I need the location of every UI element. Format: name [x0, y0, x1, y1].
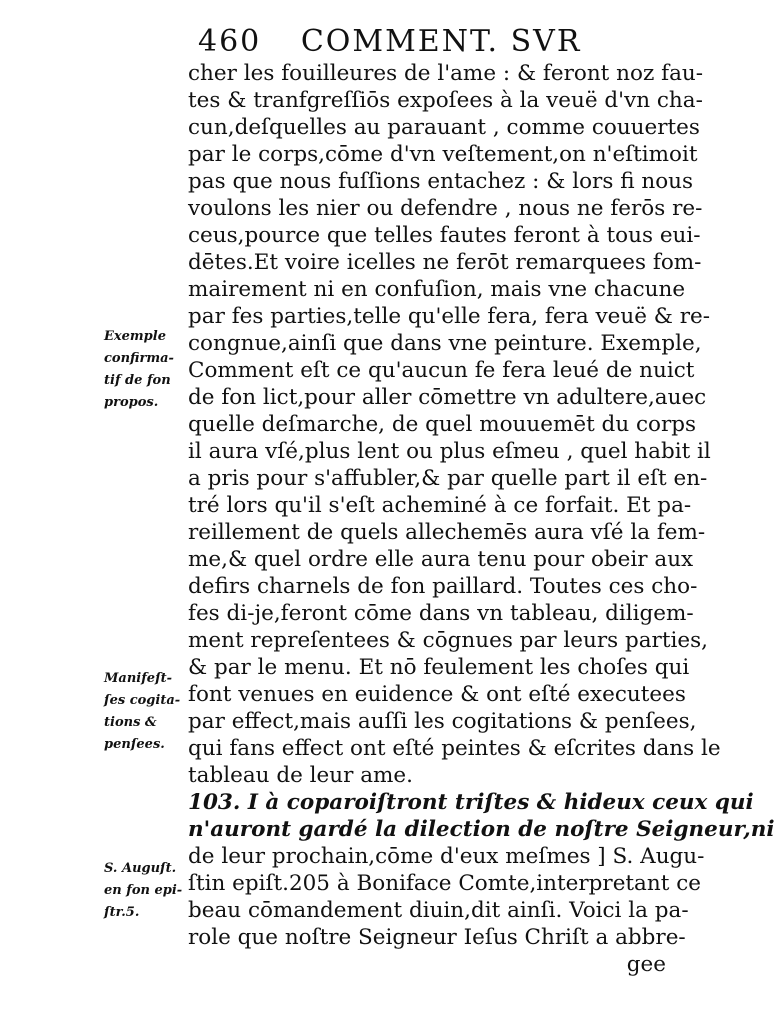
text-line: dētes.Et voire icelles ne ferōt remarquees fom-	[188, 250, 702, 275]
text-line: de leur prochain,cōme d'eux meſmes ] S. Augu-	[188, 844, 705, 869]
text-line: par effect,mais auſſi les cogitations & penſees,	[188, 709, 697, 734]
main-text-column	[188, 60, 775, 978]
text-line: reillement de quels allechemēs aura vſé la fem-	[188, 520, 706, 545]
margin-note-line: ſtr.5.	[104, 905, 140, 920]
text-line: a pris pour s'affubler,& par quelle part il eſt en-	[188, 466, 708, 491]
margin-note-line: tions &	[104, 715, 157, 730]
catchword: gee	[626, 952, 666, 977]
text-line: & par le menu. Et nō feulement les choſes qui	[188, 655, 690, 680]
margin-note-line: propos.	[104, 395, 159, 410]
text-line: pas que nous fuſſions entachez : & lors fi nous	[188, 169, 694, 194]
text-line: par le corps,cōme d'vn veſtement,on n'eſtimoit	[188, 142, 698, 167]
margin-note-line: confirma-	[104, 351, 174, 366]
text-line: fes di-je,feront cōme dans vn tableau, diligem-	[188, 601, 694, 626]
text-line: role que noſtre Seigneur Ieſus Chriſt a abbre-	[188, 925, 686, 950]
running-header	[198, 22, 668, 62]
text-line: beau cōmandement diuin,dit ainſi. Voici la pa-	[188, 898, 689, 923]
text-line: defirs charnels de fon paillard. Toutes ces cho-	[188, 574, 698, 599]
text-line: de fon lict,pour aller cōmettre vn adultere,auec	[188, 385, 707, 410]
margin-note-line: Manifeſt-	[104, 671, 173, 686]
text-line: tes & tranfgreſſiōs expoſees à la veuë d'vn cha-	[188, 88, 703, 113]
margin-note-line: tif de fon	[104, 373, 171, 388]
text-line: quelle deſmarche, de quel mouuemēt du corps	[188, 412, 697, 437]
margin-note-line: S. Auguſt.	[104, 861, 177, 876]
text-line: cher les fouilleures de l'ame : & feront noz fau-	[188, 61, 703, 86]
quoted-line: 103. I à coparoiſtront triſtes & hideux ceux qui	[188, 790, 754, 815]
page-number: 460	[198, 24, 262, 59]
text-line: me,& quel ordre elle aura tenu pour obeir aux	[188, 547, 694, 572]
text-line: par fes parties,telle qu'elle fera, fera veuë & re-	[188, 304, 711, 329]
text-line: ſtin epiſt.205 à Boniface Comte,interpretant ce	[188, 871, 701, 896]
text-line: congnue,ainſi que dans vne peinture. Exemple,	[188, 331, 702, 356]
running-title: COMMENT. SVR	[300, 24, 582, 59]
text-line: mairement ni en confuſion, mais vne chacune	[188, 277, 686, 302]
text-line: voulons les nier ou defendre , nous ne ferōs re-	[188, 196, 703, 221]
margin-note-line: ſes cogita-	[104, 693, 181, 708]
text-line: il aura vſé,plus lent ou plus eſmeu , quel habit il	[188, 439, 711, 464]
margin-note-line: en fon epi-	[104, 883, 183, 898]
text-line: ceus,pource que telles fautes feront à tous eui-	[188, 223, 701, 248]
margin-note-manifest	[104, 668, 190, 756]
text-line: tableau de leur ame.	[188, 763, 413, 788]
margin-note-augustin	[104, 858, 190, 924]
text-line: Comment eſt ce qu'aucun fe fera leué de nuict	[188, 358, 695, 383]
text-line: tré lors qu'il s'eſt acheminé à ce forfait. Et pa-	[188, 493, 692, 518]
text-line: font venues en euidence & ont eſté executees	[188, 682, 686, 707]
quoted-line: n'auront gardé la dilection de noſtre Seigneur,ni	[188, 817, 775, 842]
margin-note-exemple	[104, 326, 190, 414]
text-line: qui fans effect ont eſté peintes & eſcrites dans le	[188, 736, 721, 761]
text-line: cun,deſquelles au parauant , comme couuertes	[188, 115, 700, 140]
margin-note-line: penſees.	[104, 737, 165, 752]
margin-note-line: Exemple	[104, 329, 166, 344]
text-line: ment repreſentees & cōgnues par leurs parties,	[188, 628, 708, 653]
